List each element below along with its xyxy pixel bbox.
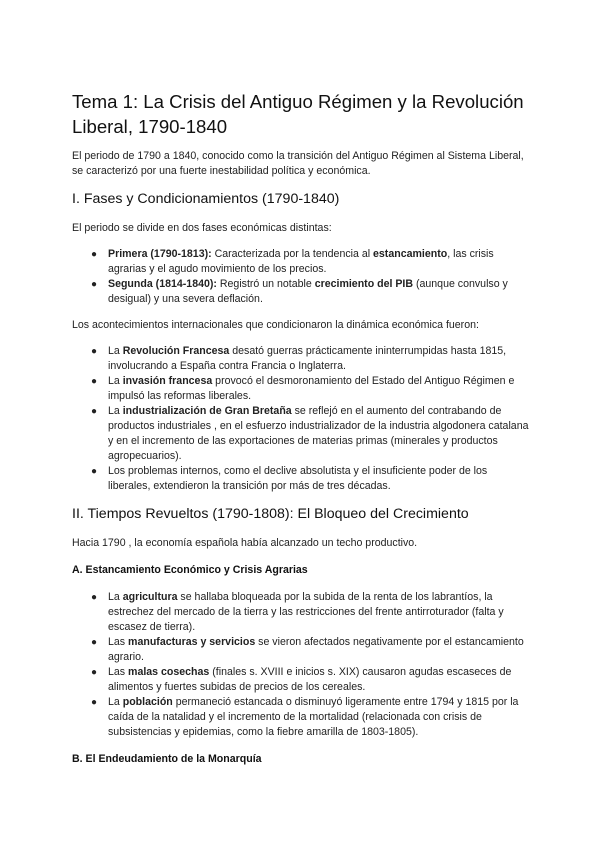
- list-item: ● Primera (1790-1813): Caracterizada por la tendencia al estancamiento, las crisis agrarias y el agudo movimiento de los precios.: [91, 248, 494, 275]
- bullet-icon: ●: [91, 697, 98, 708]
- events-list: [72, 344, 532, 494]
- bullet-icon: ●: [91, 466, 98, 477]
- items-a-list: [72, 590, 532, 740]
- bullet-icon: ●: [91, 637, 98, 648]
- bullet-icon: ●: [91, 592, 98, 603]
- list-item: ● Segunda (1814-1840): Registró un notable crecimiento del PIB (aunque convulso y desigual) y una severa deflación.: [91, 278, 508, 305]
- bullet-icon: ●: [91, 346, 98, 357]
- list-item: ● La invasión francesa provocó el desmoronamiento del Estado del Antiguo Régimen e impulsó las reformas liberales.: [91, 375, 515, 402]
- list-item: ● La Revolución Francesa desató guerras prácticamente ininterrumpidas hasta 1815, involucrando a España contra Francia o Inglaterra.: [91, 345, 507, 372]
- list-item: ● Los problemas internos, como el declive absolutista y el insuficiente poder de los liberales, extendieron la transición por más de tres décadas.: [91, 465, 488, 492]
- list-item: ● La industrialización de Gran Bretaña se reflejó en el aumento del contrabando de productos industriales , en el esfuerzo industrializador de la industria algodonera catalana y en el incremento de las exportaciones de materias primas (minerales y productos agropecuarios).: [91, 405, 529, 462]
- page-title: Tema 1: La Crisis del Antiguo Régimen y la Revolución Liberal, 1790-1840: [72, 91, 524, 137]
- list-item: ● La agricultura se hallaba bloqueada por la subida de la renta de los labrantíos, la estrechez del mercado de la tierra y las restricciones del frente antirroturador (falta y escasez de tierra).: [91, 591, 504, 633]
- subsection-b-heading: B. El Endeudamiento de la Monarquía: [72, 753, 262, 765]
- bullet-icon: ●: [91, 279, 98, 290]
- bullet-icon: ●: [91, 249, 98, 260]
- bullet-icon: ●: [91, 376, 98, 387]
- section2-heading: II. Tiempos Revueltos (1790-1808): El Bloqueo del Crecimiento: [72, 506, 469, 522]
- section2-lead: Hacia 1790 , la economía española había alcanzado un techo productivo.: [72, 537, 418, 549]
- list-item: ● Las malas cosechas (finales s. XVIII e inicios s. XIX) causaron agudas escaseces de alimentos y fuertes subidas de precios de los cereales.: [91, 666, 512, 693]
- bullet-icon: ●: [91, 667, 98, 678]
- subsection-a-heading: A. Estancamiento Económico y Crisis Agrarias: [72, 564, 308, 576]
- section1-lead2: Los acontecimientos internacionales que condicionaron la dinámica económica fueron:: [72, 319, 479, 331]
- section1-lead: El periodo se divide en dos fases económicas distintas:: [72, 222, 332, 234]
- phases-list: [72, 247, 532, 307]
- bullet-icon: ●: [91, 406, 98, 417]
- section1-heading: I. Fases y Condicionamientos (1790-1840): [72, 191, 340, 207]
- intro-paragraph: El periodo de 1790 a 1840, conocido como la transición del Antiguo Régimen al Sistema Liberal, se caracterizó por una fuerte inestabilidad política y económica.: [72, 150, 524, 177]
- list-item: ● La población permaneció estancada o disminuyó ligeramente entre 1794 y 1815 por la caída de la natalidad y el incremento de la mortalidad (relacionada con crisis de subsistencias y epidemias, como la fiebre amarilla de 1803-1805).: [91, 696, 519, 738]
- list-item: ● Las manufacturas y servicios se vieron afectados negativamente por el estancamiento agrario.: [91, 636, 524, 663]
